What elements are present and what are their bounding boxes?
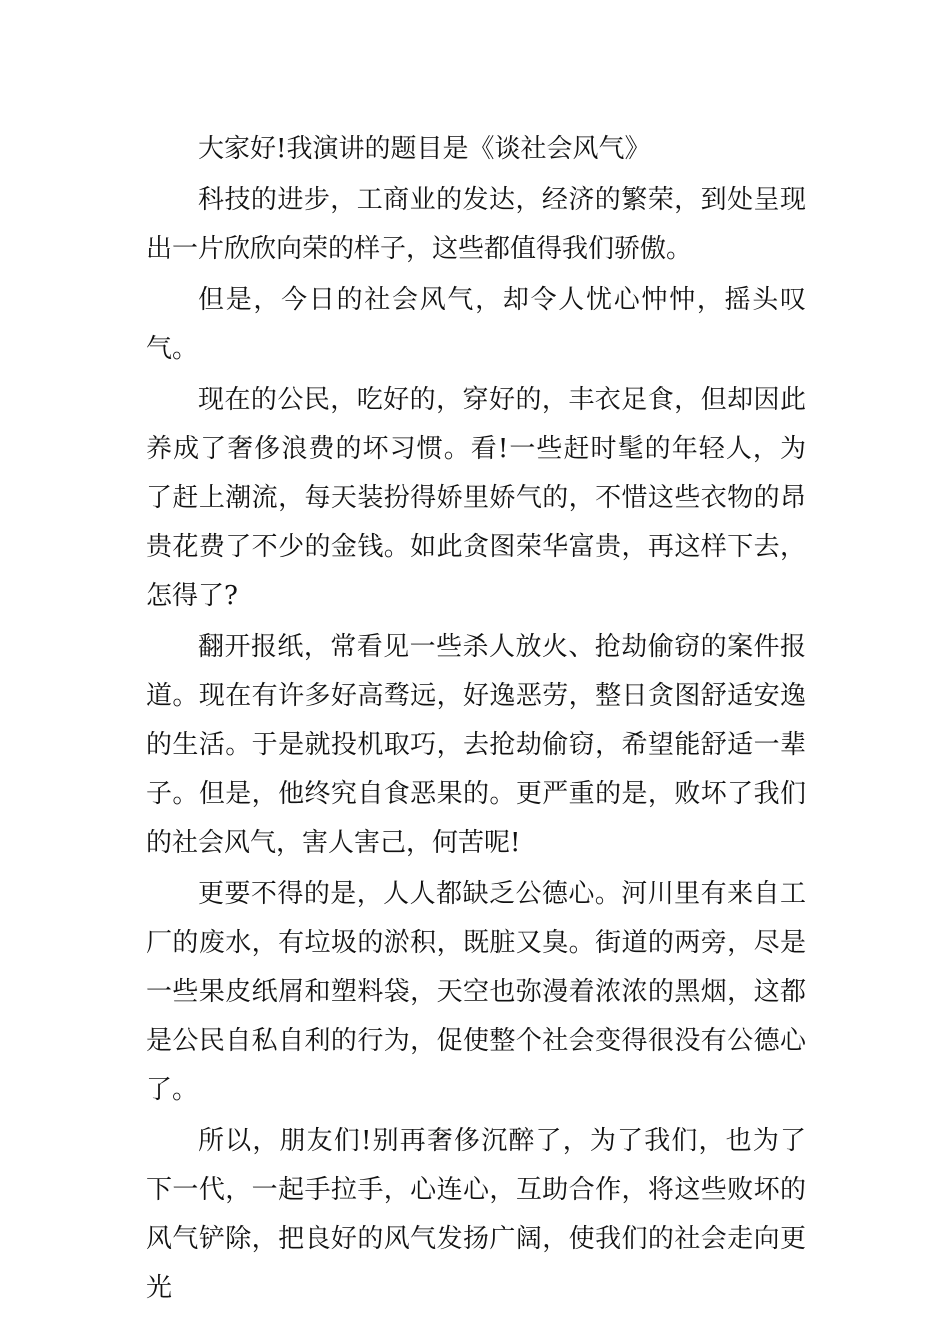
paragraph-greeting: 大家好!我演讲的题目是《谈社会风气》 — [198, 134, 651, 164]
paragraph-call-to-action: 所以，朋友们!别再奢侈沉醉了，为了我们，也为了下一代，一起手拉手，心连心，互助合作，将这些败坏的风气铲除，把良好的风气发扬广阔，使我们的社会走向更光 — [146, 1126, 806, 1303]
paragraph-crime: 翻开报纸，常看见一些杀人放火、抢劫偷窃的案件报道。现在有许多好高骛远，好逸恶劳，整日贪图舒适安逸的生活。于是就投机取巧，去抢劫偷窃，希望能舒适一辈子。但是，他终究自食恶果的。更严重的是，败坏了我们的社会风气，害人害己，何苦呢! — [146, 632, 806, 858]
paragraph-extravagance: 现在的公民，吃好的，穿好的，丰衣足食，但却因此养成了奢侈浪费的坏习惯。看!一些赶时髦的年轻人，为了赶上潮流，每天装扮得娇里娇气的，不惜这些衣物的昂贵花费了不少的金钱。如此贪图荣华富贵，再这样下去，怎得了? — [146, 385, 806, 611]
paragraph-concern: 但是，今日的社会风气，却令人忧心忡忡，摇头叹气。 — [146, 285, 806, 364]
paragraph-public-morality: 更要不得的是，人人都缺乏公德心。河川里有来自工厂的废水，有垃圾的淤积，既脏又臭。街道的两旁，尽是一些果皮纸屑和塑料袋，天空也弥漫着浓浓的黑烟，这都是公民自私自利的行为，促使整个社会变得很没有公德心了。 — [146, 879, 806, 1105]
speech-body — [146, 125, 806, 1313]
paragraph-progress: 科技的进步，工商业的发达，经济的繁荣，到处呈现出一片欣欣向荣的样子，这些都值得我们骄傲。 — [146, 185, 806, 264]
